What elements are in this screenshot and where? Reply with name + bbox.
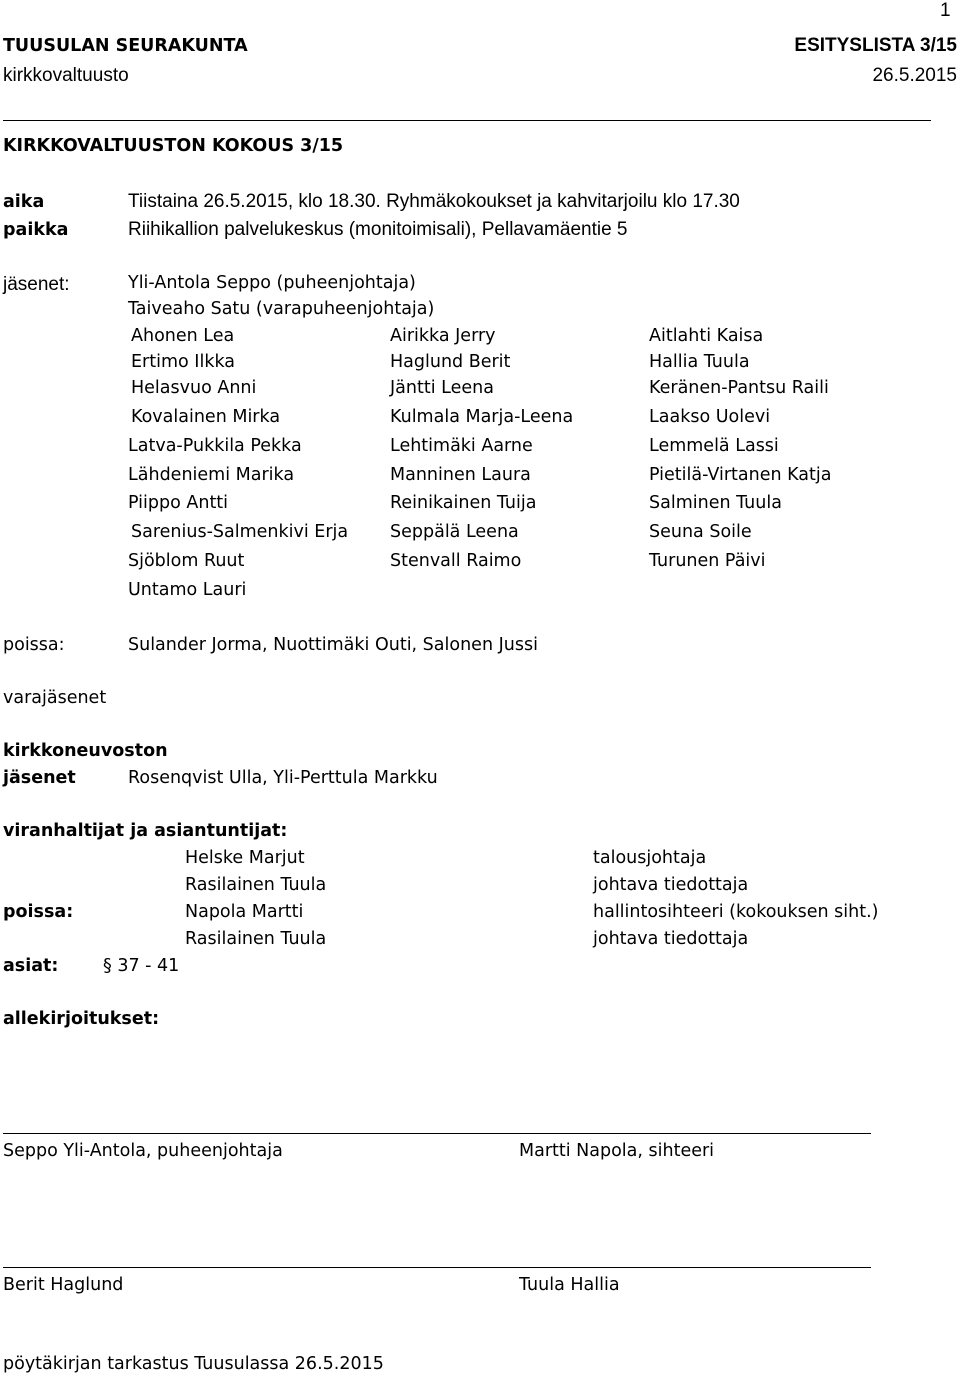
body-name: kirkkovaltuusto [3,65,129,86]
chair: Yli-Antola Seppo (puheenjohtaja) [128,273,416,293]
page-number: 1 [940,0,951,21]
member-name: Haglund Berit [390,352,511,372]
member-name: Sjöblom Ruut [128,551,245,571]
time-value: Tiistaina 26.5.2015, klo 18.30. Ryhmäkokoukset ja kahvitarjoilu klo 17.30 [128,191,740,212]
official-role: johtava tiedottaja [593,875,749,895]
board-members-label: jäsenet [3,768,76,788]
official-name: Rasilainen Tuula [185,875,327,895]
matters-label: asiat: [3,956,59,976]
official-role: hallintosihteeri (kokouksen siht.) [593,902,879,922]
place-value: Riihikallion palvelukeskus (monitoimisali), Pellavamäentie 5 [128,219,628,240]
signature-line [3,1133,871,1134]
member-name: Ertimo Ilkka [131,352,236,372]
member-name: Jäntti Leena [390,378,494,398]
vice-chair: Taiveaho Satu (varapuheenjohtaja) [128,299,435,319]
official-absent-label: poissa: [3,902,74,922]
member-name: Keränen-Pantsu Raili [649,378,829,398]
member-name: Laakso Uolevi [649,407,771,427]
deputies-label: varajäsenet [3,688,107,708]
member-name: Seppälä Leena [390,522,519,542]
member-name: Reinikainen Tuija [390,493,537,513]
member-name: Airikka Jerry [390,326,496,346]
member-name: Lähdeniemi Marika [128,465,295,485]
organization-name: TUUSULAN SEURAKUNTA [3,36,248,56]
board-members-value: Rosenqvist Ulla, Yli-Perttula Markku [128,768,438,788]
place-label: paikka [3,220,69,240]
members-label: jäsenet: [3,274,70,295]
list-label: ESITYSLISTA 3/15 [794,35,957,56]
signature-name: Berit Haglund [3,1275,124,1295]
page-title: KIRKKOVALTUUSTON KOKOUS 3/15 [3,136,344,156]
absent-label: poissa: [3,635,65,655]
footer-text: pöytäkirjan tarkastus Tuusulassa 26.5.2015 [3,1354,384,1374]
board-heading: kirkkoneuvoston [3,741,168,761]
official-name: Helske Marjut [185,848,305,868]
member-name: Lemmelä Lassi [649,436,779,456]
member-name: Aitlahti Kaisa [649,326,764,346]
member-name: Hallia Tuula [649,352,750,372]
official-role: talousjohtaja [593,848,707,868]
time-label: aika [3,192,45,212]
official-role: johtava tiedottaja [593,929,749,949]
member-name: Seuna Soile [649,522,752,542]
member-name: Manninen Laura [390,465,531,485]
member-name: Salminen Tuula [649,493,782,513]
member-name: Helasvuo Anni [131,378,257,398]
signature-line [3,1267,871,1268]
member-name: Pietilä-Virtanen Katja [649,465,832,485]
official-name: Napola Martti [185,902,304,922]
member-name: Kulmala Marja-Leena [390,407,574,427]
official-name: Rasilainen Tuula [185,929,327,949]
signature-name: Tuula Hallia [519,1275,620,1295]
header-date: 26.5.2015 [872,65,957,86]
member-name: Latva-Pukkila Pekka [128,436,302,456]
signature-name: Martti Napola, sihteeri [519,1141,715,1161]
member-name: Turunen Päivi [649,551,766,571]
member-name: Ahonen Lea [131,326,235,346]
signature-name: Seppo Yli-Antola, puheenjohtaja [3,1141,283,1161]
absent-value: Sulander Jorma, Nuottimäki Outi, Salonen Jussi [128,635,538,655]
member-name: Untamo Lauri [128,580,247,600]
member-name: Kovalainen Mirka [131,407,281,427]
member-name: Sarenius-Salmenkivi Erja [131,522,349,542]
member-name: Stenvall Raimo [390,551,522,571]
member-name: Piippo Antti [128,493,229,513]
signatures-heading: allekirjoitukset: [3,1009,160,1029]
officials-heading: viranhaltijat ja asiantuntijat: [3,821,288,841]
header-rule [3,120,931,121]
member-name: Lehtimäki Aarne [390,436,533,456]
matters-value: § 37 - 41 [103,956,180,976]
